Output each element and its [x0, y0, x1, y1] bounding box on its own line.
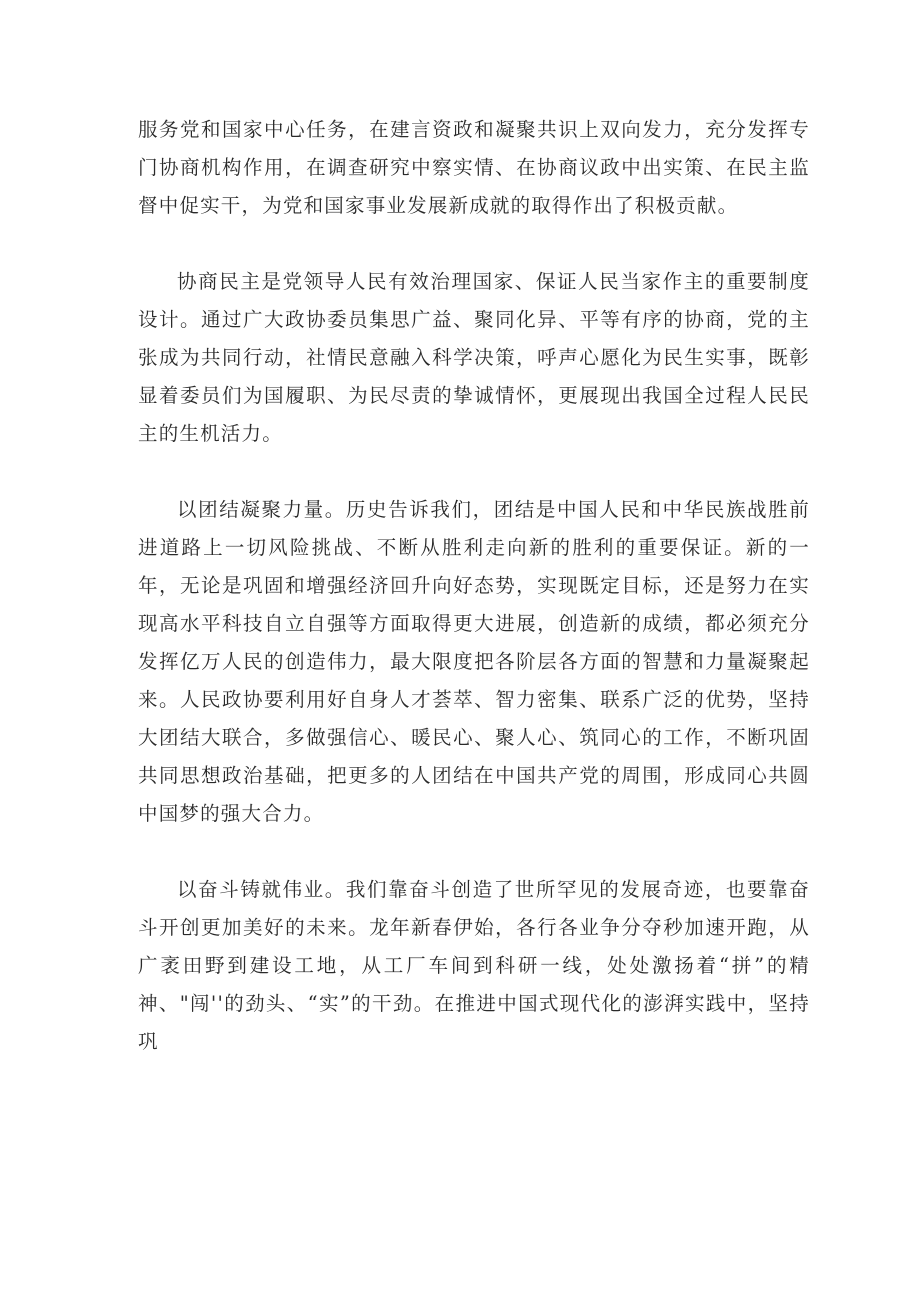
paragraph-4: 以奋斗铸就伟业。我们靠奋斗创造了世所罕见的发展奇迹，也要靠奋斗开创更加美好的未来。龙年新春伊始，各行各业争分夺秒加速开跑，从广袤田野到建设工地，从工厂车间到科研一线，处处激扬着“拼”的精神、"闯''的劲头、“实”的干劲。在推进中国式现代化的澎湃实践中，坚持巩 — [138, 878, 810, 1053]
paragraph-1: 服务党和国家中心任务，在建言资政和凝聚共识上双向发力，充分发挥专门协商机构作用，在调查研究中察实情、在协商议政中出实策、在民主监督中促实干，为党和国家事业发展新成就的取得作出了积极贡献。 — [138, 118, 810, 217]
paragraph-2: 协商民主是党领导人民有效治理国家、保证人民当家作主的重要制度设计。通过广大政协委员集思广益、聚同化异、平等有序的协商，党的主张成为共同行动，社情民意融入科学决策，呼声心愿化为民生实事，既彰显着委员们为国履职、为民尽责的挚诚情怀，更展现出我国全过程人民民主的生机活力。 — [138, 270, 810, 445]
paragraph-3: 以团结凝聚力量。历史告诉我们，团结是中国人民和中华民族战胜前进道路上一切风险挑战、不断从胜利走向新的胜利的重要保证。新的一年，无论是巩固和增强经济回升向好态势，实现既定目标，还是努力在实现高水平科技自立自强等方面取得更大进展，创造新的成绩，都必须充分发挥亿万人民的创造伟力，最大限度把各阶层各方面的智慧和力量凝聚起来。人民政协要利用好自身人才荟萃、智力密集、联系广泛的优势，坚持大团结大联合，多做强信心、暖民心、聚人心、筑同心的工作，不断巩固共同思想政治基础，把更多的人团结在中国共产党的周围，形成同心共圆中国梦的强大合力。 — [138, 498, 810, 825]
document-body — [138, 111, 810, 1099]
